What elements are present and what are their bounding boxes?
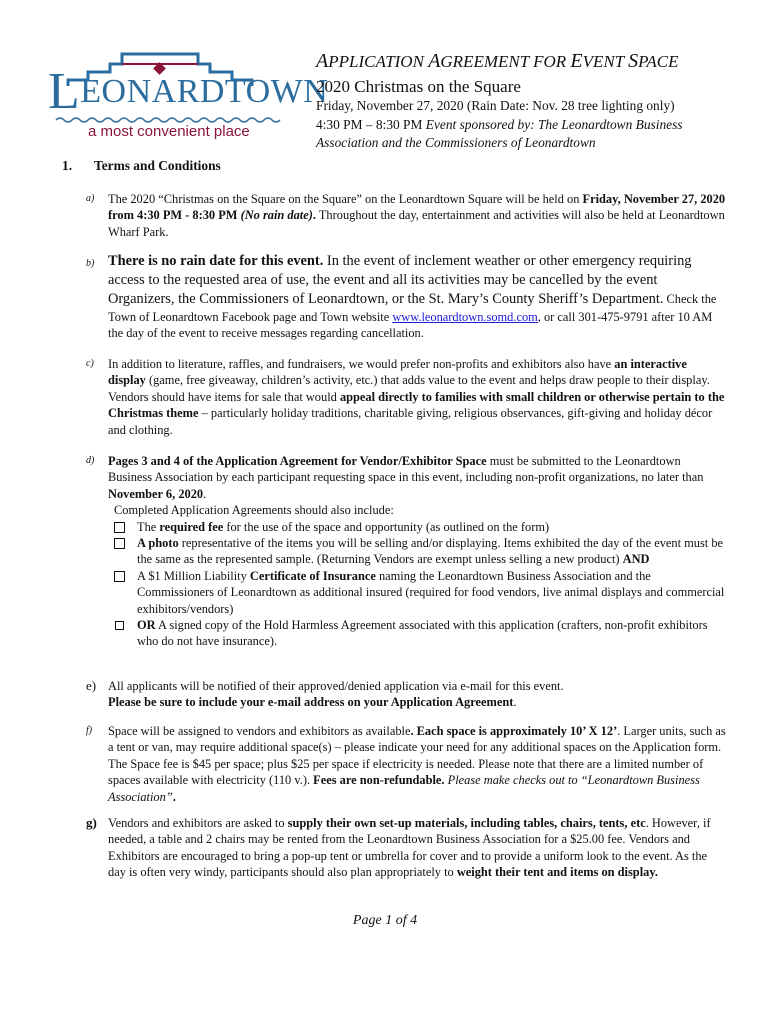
logo-tagline: a most convenient place <box>88 123 250 140</box>
fee-checkbox[interactable] <box>114 522 125 533</box>
item-text: Vendors and exhibitors are asked to supply their own set-up materials, including tables, chairs, tents, etc. However, if needed, a table and 2 chairs may be rented from the Leonardtown Business Association for a $25.00 fee. Vendors and Exhibitors are encouraged to bring a pop-up tent or umbrella for cover and to provide a uniform look to the event. As the day is often very windy, participants should also plan appropriately to weight their tent and items on display. <box>108 816 711 880</box>
term-item-g <box>86 815 726 881</box>
page-number: Page 1 of 4 <box>352 913 418 928</box>
logo-wordmark: LEONARDTOWN <box>48 63 329 120</box>
event-date: Friday, November 27, 2020 (Rain Date: Nov. 28 tree lighting only) <box>316 98 675 113</box>
item-label: g) <box>86 815 97 830</box>
item-text: Pages 3 and 4 of the Application Agreement for Vendor/Exhibitor Space must be submitted to the Leonardtown Business Association by each participant requesting space in this event, including non-profit organizations, no later than November 6, 2020. <box>108 454 704 501</box>
item-label: d) <box>86 455 95 466</box>
town-website-link[interactable]: www.leonardtown.somd.com <box>392 310 538 324</box>
event-time-sponsor: 4:30 PM – 8:30 PM Event sponsored by: The Leonardtown Business Association and the Commissioners of Leonardtown <box>316 116 683 150</box>
term-item-f <box>86 723 726 805</box>
page-header <box>316 50 746 153</box>
requirement-fee: The required fee for the use of the space and opportunity (as outlined on the form) <box>114 519 726 535</box>
term-item-d <box>86 453 726 650</box>
term-item-a <box>86 191 726 240</box>
requirement-photo: A photo representative of the items you will be selling and/or displaying. Items exhibited the day of the event must be the same as the represented sample. (Returning Vendors are exempt unless selling a new product) AND <box>114 535 726 568</box>
item-text: The 2020 “Christmas on the Square on the Square” on the Leonardtown Square will be held on Friday, November 27, 2020 from 4:30 PM - 8:30 PM (No rain date). Throughout the day, entertainment and activities will also be held at Leonardtown Wharf Park. <box>108 192 726 239</box>
item-label: f) <box>86 725 93 736</box>
leonardtown-logo <box>48 46 329 146</box>
term-item-c <box>86 356 726 438</box>
page-title: APPLICATION AGREEMENT FOR EVENT SPACE <box>316 50 679 72</box>
item-label: b) <box>86 258 95 269</box>
item-text: There is no rain date for this event. In the event of inclement weather or other emergency requiring access to the requested area of use, the event and all its activities may be cancelled by the event Organizers, the Commissioners of Leonardtown, or the St. Mary’s County Sheriff’s Department. Check the Town of Leonardtown Facebook page and Town website www.leonardtown.somd.com, or call 301-475-9791 after 10 AM the day of the event to receive messages regarding cancellation. <box>108 253 717 341</box>
item-label: c) <box>86 358 94 369</box>
section-heading: 1. Terms and Conditions <box>62 158 221 173</box>
item-label: a) <box>86 193 95 204</box>
item-label: e) <box>86 678 97 693</box>
hold-harmless-checkbox[interactable] <box>115 621 124 630</box>
term-item-b <box>86 252 726 342</box>
photo-checkbox[interactable] <box>114 538 125 549</box>
insurance-checkbox[interactable] <box>114 571 125 582</box>
item-text: In addition to literature, raffles, and fundraisers, we would prefer non-profits and exhibitors also have an interactive display (game, free giveaway, children’s activity, etc.) that adds value to the event and helps draw people to their display. Vendors should have items for sale that would appeal directly to families with small children or otherwise pertain to the Christmas theme – particularly holiday traditions, charitable giving, religious observances, gift-giving and holiday décor and clothing. <box>108 357 725 437</box>
requirements-intro: Completed Application Agreements should also include: <box>114 503 394 518</box>
item-text: All applicants will be notified of their approved/denied application via e-mail for this event. Please be sure to include your e-mail address on your Application Agreement. <box>108 679 564 710</box>
term-item-e <box>86 678 726 711</box>
item-text: Space will be assigned to vendors and exhibitors as available. Each space is approximately 10’ X 12’. Larger units, such as a tent or van, may require additional space(s) – please indicate your need for any additional spaces on the Application form. The Space fee is $45 per space; plus $25 per space if electricity is needed. Please note that there are a limited number of spaces available with electricity (110 v.). Fees are non-refundable. Please make checks out to “Leonardtown Business Association”. <box>108 724 726 804</box>
requirement-hold-harmless: OR A signed copy of the Hold Harmless Agreement associated with this application (crafters, non-profit exhibitors who do not have insurance). <box>114 617 726 650</box>
event-name: 2020 Christmas on the Square <box>316 77 521 96</box>
requirement-insurance: A $1 Million Liability Certificate of Insurance naming the Leonardtown Business Association and the Commissioners of Leonardtown as additional insured (required for food vendors, live animal displays and commercial exhibitors/vendors) <box>114 568 726 617</box>
